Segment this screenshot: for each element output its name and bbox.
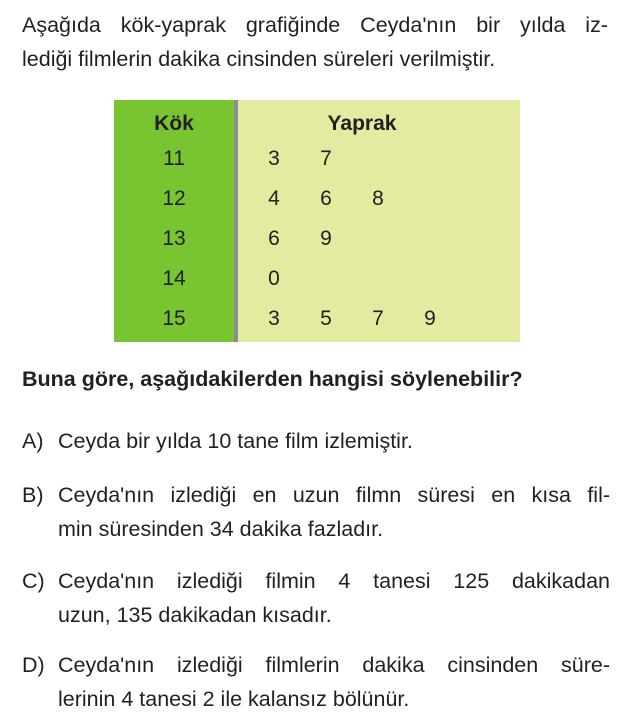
leaf-value: 0: [268, 267, 280, 290]
option-text: [58, 564, 610, 632]
stem-value: 15: [162, 307, 186, 330]
plot-row: [114, 219, 520, 259]
intro-text: [22, 8, 608, 76]
leaf-value: 3: [268, 307, 280, 330]
option-letter: D): [22, 653, 45, 677]
option-letter: A): [22, 429, 44, 453]
leaf-value: 6: [320, 187, 332, 210]
leaf-value: 7: [320, 147, 332, 170]
option-letter: B): [22, 483, 44, 507]
leaf-value: 6: [268, 227, 280, 250]
stem-value: 14: [162, 267, 186, 290]
option-line: Ceyda'nın izlediği en uzun filmn süresi en kısa fil-: [58, 483, 610, 507]
intro-line: Aşağıda kök-yaprak grafiğinde Ceyda'nın bir yılda iz-: [22, 13, 608, 37]
option-line: Ceyda'nın izlediği filmin 4 tanesi 125 dakikadan: [58, 569, 610, 593]
leaf-value: 5: [320, 307, 332, 330]
plot-row: [114, 299, 520, 339]
stem-value: 12: [162, 187, 186, 210]
plot-row: [114, 259, 520, 299]
option-line: lerinin 4 tanesi 2 ile kalansız bölünür.: [58, 687, 410, 711]
leaf-value: 9: [320, 227, 332, 250]
option-line: min süresinden 34 dakika fazladır.: [58, 517, 384, 541]
stem-value: 11: [163, 147, 185, 170]
leaf-header: Yaprak: [327, 112, 397, 135]
leaf-value: 4: [268, 187, 280, 210]
stem-header: Kök: [154, 112, 194, 135]
option-text: [58, 648, 610, 716]
leaf-value: 8: [372, 187, 384, 210]
question-text: Buna göre, aşağıdakilerden hangisi söylenebilir?: [22, 367, 523, 391]
option-text: [58, 478, 610, 546]
leaf-value: 3: [268, 147, 280, 170]
leaf-value: 9: [424, 307, 436, 330]
option-line: Ceyda bir yılda 10 tane film izlemiştir.: [58, 429, 413, 453]
plot-row: [114, 179, 520, 219]
option-line: Ceyda'nın izlediği filmlerin dakika cinsinden süre-: [58, 653, 610, 677]
option-line: uzun, 135 dakikadan kısadır.: [58, 603, 332, 627]
option-letter: C): [22, 569, 45, 593]
plot-row: [114, 139, 520, 179]
intro-line: lediği filmlerin dakika cinsinden süreleri verilmiştir.: [22, 47, 496, 71]
stem-value: 13: [162, 227, 186, 250]
stem-leaf-plot: [114, 100, 520, 342]
option-text: [58, 424, 610, 458]
leaf-value: 7: [372, 307, 384, 330]
